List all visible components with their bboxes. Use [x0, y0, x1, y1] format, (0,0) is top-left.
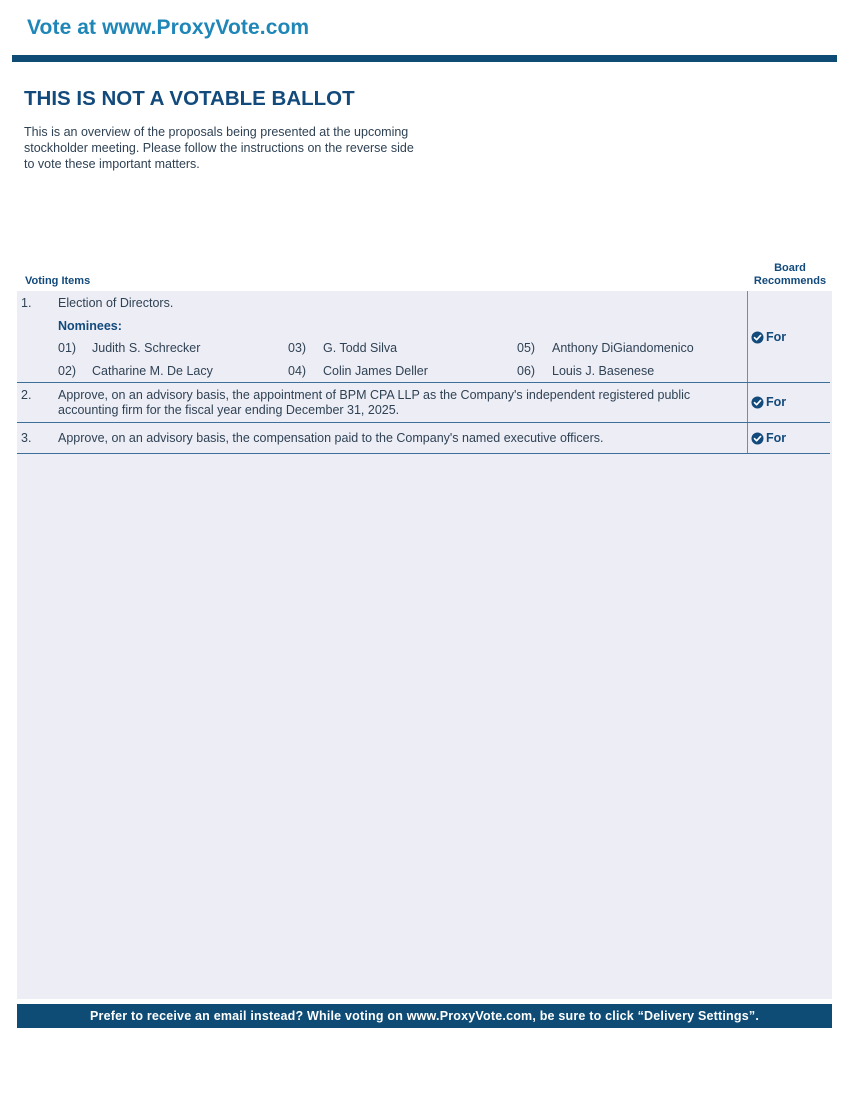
- nominee-03-number: 03): [288, 341, 307, 355]
- item-3-recommendation: [751, 431, 786, 445]
- check-circle-icon: [751, 396, 764, 409]
- item-2-text-line1: Approve, on an advisory basis, the appointment of BPM CPA LLP as the Company's independent registered public: [58, 388, 691, 402]
- board-recommends-header-line2: Recommends: [753, 275, 827, 287]
- item-1-recommendation-label: For: [766, 330, 787, 344]
- nominee-06-name: Louis J. Basenese: [552, 364, 655, 378]
- item-2-text-line2: accounting firm for the fiscal year ending December 31, 2025.: [58, 403, 400, 417]
- check-circle-icon: [751, 331, 764, 344]
- row-divider-2: [17, 422, 830, 423]
- item-1-recommendation: [751, 330, 786, 344]
- nominee-04-number: 04): [288, 364, 307, 378]
- nominee-02-number: 02): [58, 364, 77, 378]
- nominee-04-name: Colin James Deller: [323, 364, 428, 378]
- item-1-text: Election of Directors.: [58, 296, 174, 310]
- recommendation-column-divider: [747, 291, 748, 453]
- header-divider: [12, 55, 837, 62]
- item-3-number: 3.: [21, 431, 32, 445]
- nominee-02-name: Catharine M. De Lacy: [92, 364, 213, 378]
- nominee-01-number: 01): [58, 341, 77, 355]
- row-divider-3: [17, 453, 830, 454]
- nominee-05-number: 05): [517, 341, 536, 355]
- ballot-heading: THIS IS NOT A VOTABLE BALLOT: [24, 87, 355, 110]
- row-divider-1: [17, 382, 830, 383]
- item-2-recommendation: [751, 395, 786, 409]
- item-3-text: Approve, on an advisory basis, the compensation paid to the Company's named executive officers.: [58, 431, 604, 445]
- nominee-05-name: Anthony DiGiandomenico: [552, 341, 694, 355]
- board-recommends-header-line1: Board: [774, 262, 806, 274]
- check-circle-icon: [751, 432, 764, 445]
- ballot-intro: This is an overview of the proposals being presented at the upcoming stockholder meeting. Please follow the instructions on the reverse side to vote these important matters.: [24, 125, 414, 171]
- nominee-03-name: G. Todd Silva: [323, 341, 398, 355]
- header-title: Vote at www.ProxyVote.com: [27, 16, 310, 39]
- nominee-06-number: 06): [517, 364, 536, 378]
- item-2-number: 2.: [21, 388, 32, 402]
- nominees-label: Nominees:: [58, 319, 122, 333]
- delivery-settings-banner: Prefer to receive an email instead? While voting on www.ProxyVote.com, be sure to click “Delivery Settings”.: [17, 1004, 832, 1028]
- item-1-number: 1.: [21, 296, 32, 310]
- board-recommends-header: [748, 262, 832, 288]
- item-3-recommendation-label: For: [766, 431, 787, 445]
- nominee-01-name: Judith S. Schrecker: [92, 341, 201, 355]
- item-2-recommendation-label: For: [766, 395, 787, 409]
- voting-items-header: Voting Items: [25, 275, 91, 287]
